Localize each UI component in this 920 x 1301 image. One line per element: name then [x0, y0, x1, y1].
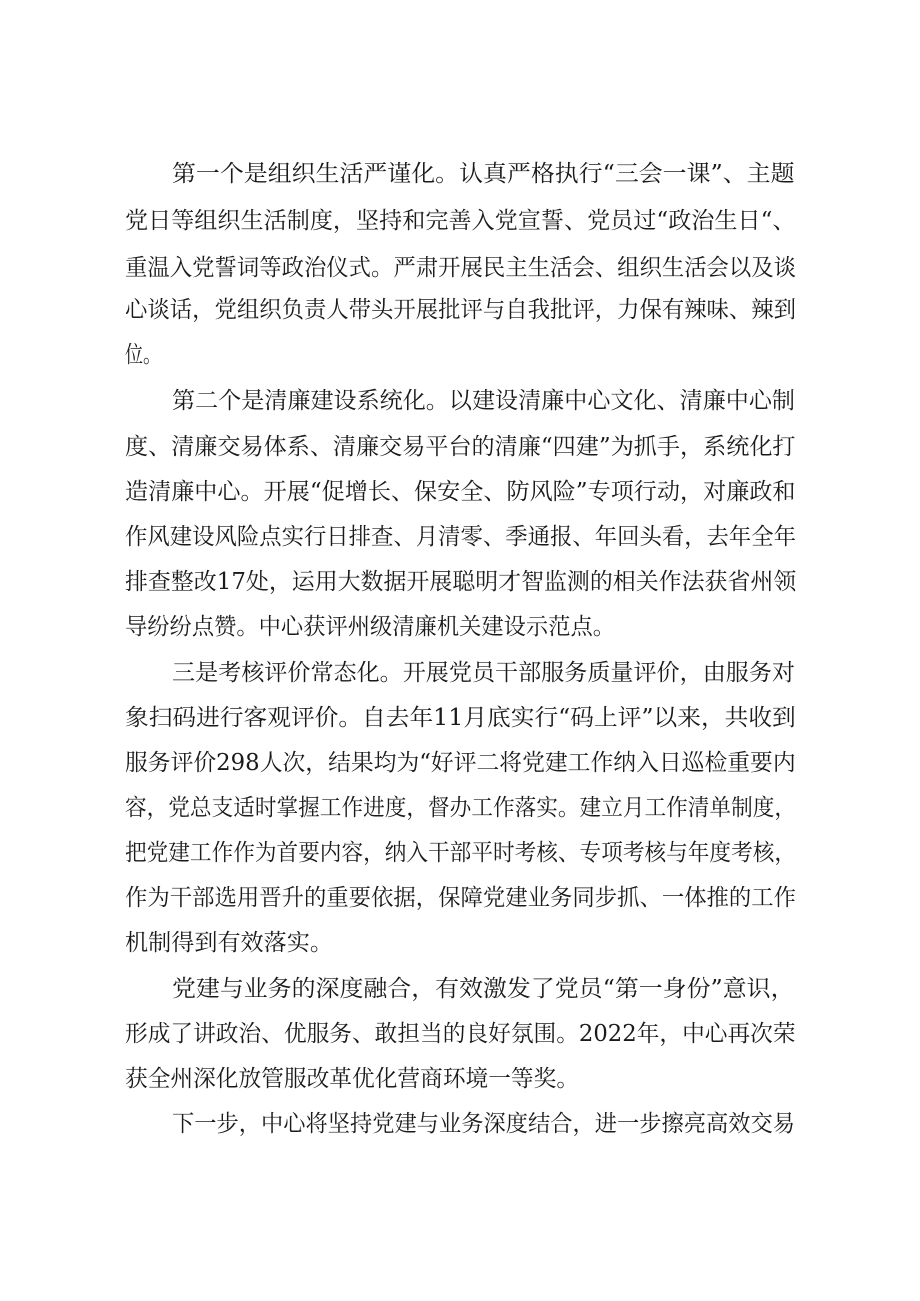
- text-line: 把党建工作作为首要内容，纳入干部平时考核、专项考核与年度考核，: [125, 840, 797, 866]
- text-line: 位。: [125, 342, 161, 368]
- text-line: 获全州深化放管服改革优化营商环境一等奖。: [125, 1066, 580, 1092]
- text-line: 第二个是清廉建设系统化。以建设清廉中心文化、清廉中心制: [172, 388, 795, 414]
- text-line: 形成了讲政治、优服务、敢担当的良好氛围。2022年，中心再次荣: [125, 1021, 796, 1047]
- text-line: 下一步，中心将坚持党建与业务深度结合，进一步擦亮高效交易: [172, 1111, 796, 1137]
- text-line: 容，党总支适时掌握工作进度，督办工作落实。建立月工作清单制度，: [125, 795, 797, 821]
- text-line: 服务评价298人次，结果均为“好评二将党建工作纳入日巡检重要内: [125, 750, 796, 776]
- text-line: 作为干部选用晋升的重要依据，保障党建业务同步抓、一体推的工作: [125, 885, 797, 911]
- text-line: 三是考核评价常态化。开展党员干部服务质量评价，由服务对: [172, 660, 795, 686]
- text-line: 机制得到有效落实。: [125, 930, 333, 956]
- text-line: 作风建设风险点实行日排查、月清零、季通报、年回头看，去年全年: [125, 524, 797, 550]
- text-line: 第一个是组织生活严谨化。认真严格执行“三会一课”、主题: [172, 161, 795, 187]
- text-line: 重温入党誓词等政治仪式。严肃开展民主生活会、组织生活会以及谈: [125, 255, 797, 281]
- text-line: 度、清廉交易体系、清廉交易平台的清廉“四建”为抓手，系统化打: [125, 434, 796, 460]
- text-line: 导纷纷点赞。中心获评州级清廉机关建设示范点。: [125, 614, 616, 640]
- text-line: 造清廉中心。开展“促增长、保安全、防风险”专项行动，对廉政和: [125, 479, 796, 505]
- text-line: 党日等组织生活制度，坚持和完善入党宣誓、党员过“政治生日“、: [125, 208, 796, 234]
- text-line: 排查整改17处，运用大数据开展聪明才智监测的相关作法获省州领: [125, 569, 797, 595]
- text-line: 象扫码进行客观评价。自去年11月底实行“码上评”以来，共收到: [125, 705, 796, 731]
- text-line: 心谈话，党组织负责人带头开展批评与自我批评，力保有辣味、辣到: [125, 297, 797, 323]
- text-line: 党建与业务的深度融合，有效激发了党员“第一身份”意识，: [172, 976, 795, 1002]
